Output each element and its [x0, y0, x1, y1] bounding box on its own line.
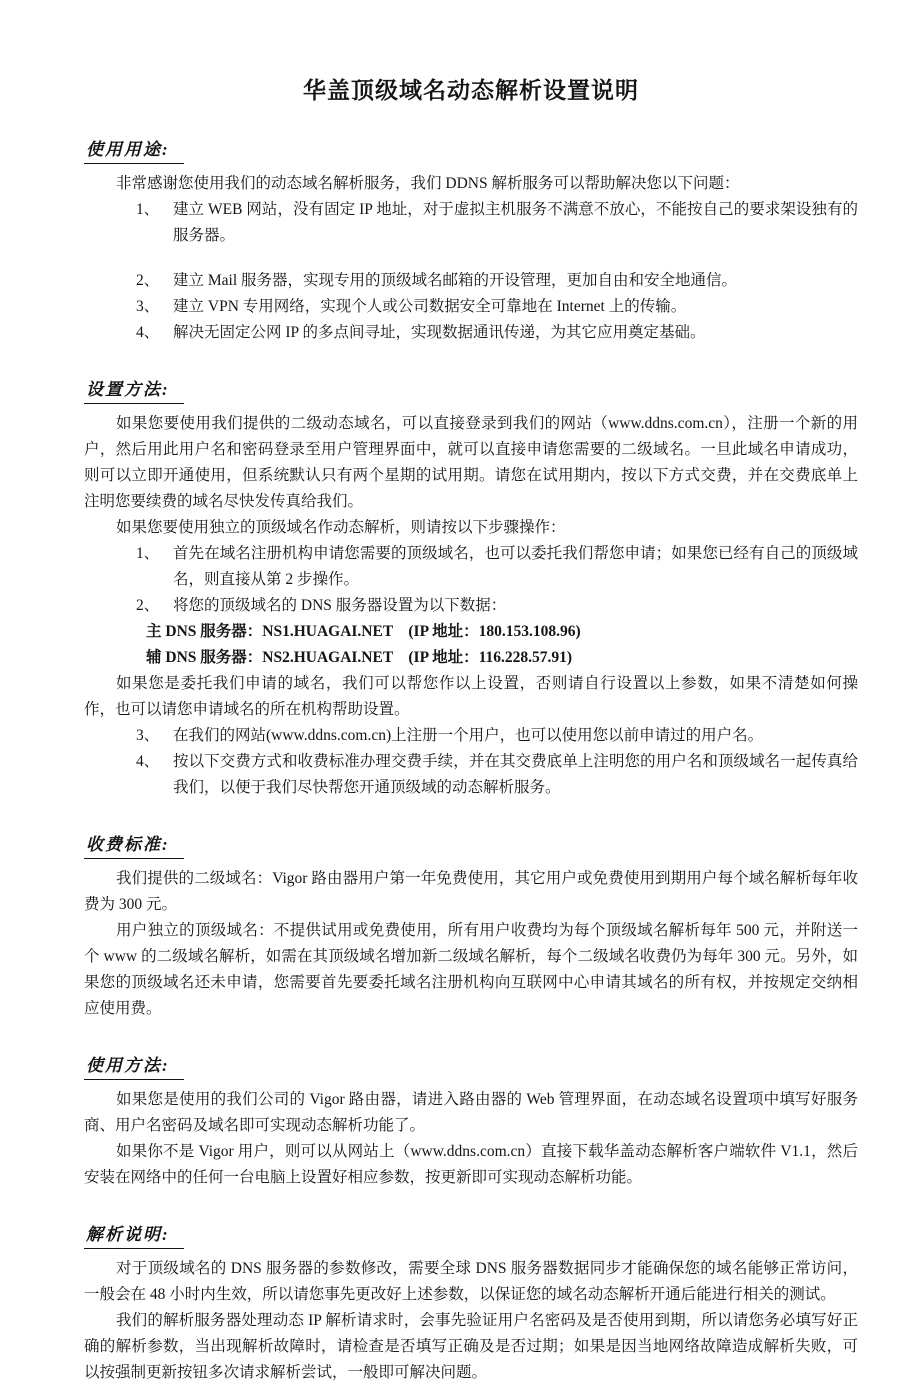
heading-row: [84, 1223, 858, 1249]
list-item-text: 建立 WEB 网站，没有固定 IP 地址，对于虚拟主机服务不满意不放心，不能按自己的要求架设独有的服务器。: [173, 201, 858, 244]
dns-primary-server: 主 DNS 服务器：NS1.HUAGAI.NET (IP 地址：180.153.108.96): [146, 623, 581, 640]
paragraph-howto-2: 如果你不是 Vigor 用户，则可以从网站上（www.ddns.com.cn）直接下载华盖动态解析客户端软件 V1.1，然后安装在网络中的任何一台电脑上设置好相应参数，按更新即可实现动态解析功能。: [84, 1143, 858, 1186]
section-heading-notes: 解析说明:: [84, 1223, 184, 1249]
list-item: [84, 197, 858, 249]
list-item-text: 将您的顶级域名的 DNS 服务器设置为以下数据：: [173, 597, 507, 614]
section-usage: [84, 138, 858, 346]
list-item-number: 1、: [136, 545, 160, 562]
list-item-text: 解决无固定公网 IP 的多点间寻址，实现数据通讯传递，为其它应用奠定基础。: [173, 324, 706, 341]
section-heading-pricing: 收费标准:: [84, 833, 184, 859]
list-item: [84, 593, 858, 619]
list-item-text: 按以下交费方式和收费标准办理交费手续，并在其交费底单上注明您的用户名和顶级域名一起传真给我们，以便于我们尽快帮您开通顶级域的动态解析服务。: [173, 753, 858, 796]
list-item-number: 3、: [136, 298, 160, 315]
dns-secondary-server: 辅 DNS 服务器：NS2.HUAGAI.NET (IP 地址：116.228.57.91): [146, 649, 573, 666]
paragraph-notes-2: 我们的解析服务器处理动态 IP 解析请求时，会事先验证用户名密码及是否使用到期，所以请您务必填写好正确的解析参数，当出现解析故障时，请检查是否填写正确及是否过期；如果是因当地网络故障造成解析失败，可以按强制更新按钮多次请求解析尝试，一般即可解决问题。: [84, 1312, 858, 1381]
document-title: 华盖顶级域名动态解析设置说明: [303, 78, 639, 103]
section-heading-setup: 设置方法:: [84, 378, 184, 404]
list-item-text: 在我们的网站(www.ddns.com.cn)上注册一个用户，也可以使用您以前申请过的用户名。: [173, 727, 764, 744]
section-heading-usage: 使用用途:: [84, 138, 184, 164]
section-notes: [84, 1223, 858, 1386]
list-item: [84, 268, 858, 294]
paragraph-howto-1: 如果您是使用的我们公司的 Vigor 路由器，请进入路由器的 Web 管理界面，在动态域名设置项中填写好服务商、用户名密码及域名即可实现动态解析功能了。: [84, 1091, 858, 1134]
list-item-number: 4、: [136, 324, 160, 341]
section-pricing: [84, 833, 858, 1022]
heading-row: [84, 833, 858, 859]
section-howto: [84, 1054, 858, 1191]
list-item-text: 建立 VPN 专用网络，实现个人或公司数据安全可靠地在 Internet 上的传输。: [173, 298, 687, 315]
list-item: [84, 541, 858, 593]
list-item: [84, 723, 858, 749]
list-item: [84, 294, 858, 320]
list-item: [84, 749, 858, 801]
setup-steps-list: [84, 541, 858, 619]
list-item-number: 3、: [136, 727, 160, 744]
usage-list: [84, 197, 858, 346]
heading-row: [84, 378, 858, 404]
list-item-number: 4、: [136, 753, 160, 770]
paragraph-pricing-1: 我们提供的二级域名：Vigor 路由器用户第一年免费使用，其它用户或免费使用到期用户每个域名解析每年收费为 300 元。: [84, 870, 858, 913]
paragraph-notes-1: 对于顶级域名的 DNS 服务器的参数修改，需要全球 DNS 服务器数据同步才能确保您的域名能够正常访问，一般会在 48 小时内生效，所以请您事先更改好上述参数，以保证您的域名动态解析开通后能进行相关的测试。: [84, 1260, 858, 1303]
paragraph-pricing-2: 用户独立的顶级域名：不提供试用或免费使用，所有用户收费均为每个顶级域名解析每年 500 元，并附送一个 www 的二级域名解析，如需在其顶级域名增加新二级域名解析，每个二级域名收费仍为每年 300 元。另外，如果您的顶级域名还未申请，您需要首先要委托域名注册机构向互联网中心申请其域名的所有权，并按规定交纳相应使用费。: [84, 922, 858, 1017]
heading-row: [84, 138, 858, 164]
list-item-number: 2、: [136, 597, 160, 614]
section-heading-howto: 使用方法:: [84, 1054, 184, 1080]
list-item-text: 建立 Mail 服务器，实现专用的顶级域名邮箱的开设管理，更加自由和安全地通信。: [173, 272, 738, 289]
list-item-number: 1、: [136, 201, 160, 218]
paragraph-setup-2: 如果您要使用独立的顶级域名作动态解析，则请按以下步骤操作：: [116, 519, 566, 536]
heading-row: [84, 1054, 858, 1080]
paragraph-setup-note: 如果您是委托我们申请的域名，我们可以帮您作以上设置，否则请自行设置以上参数，如果不清楚如何操作，也可以请您申请域名的所在机构帮助设置。: [84, 675, 858, 718]
list-item-number: 2、: [136, 272, 160, 289]
section-setup: [84, 378, 858, 801]
list-item: [84, 320, 858, 346]
paragraph-usage-intro: 非常感谢您使用我们的动态域名解析服务，我们 DDNS 解析服务可以帮助解决您以下问题：: [116, 175, 740, 192]
setup-steps-list-2: [84, 723, 858, 801]
paragraph-setup-1: 如果您要使用我们提供的二级动态域名，可以直接登录到我们的网站（www.ddns.com.cn），注册一个新的用户，然后用此用户名和密码登录至用户管理界面中，就可以直接申请您需要的二级域名。一旦此域名申请成功，则可以立即开通使用，但系统默认只有两个星期的试用期。请您在试用期内，按以下方式交费，并在交费底单上注明您要续费的域名尽快发传真给我们。: [84, 415, 858, 510]
list-item-text: 首先在域名注册机构申请您需要的顶级域名，也可以委托我们帮您申请；如果您已经有自己的顶级域名，则直接从第 2 步操作。: [173, 545, 858, 588]
